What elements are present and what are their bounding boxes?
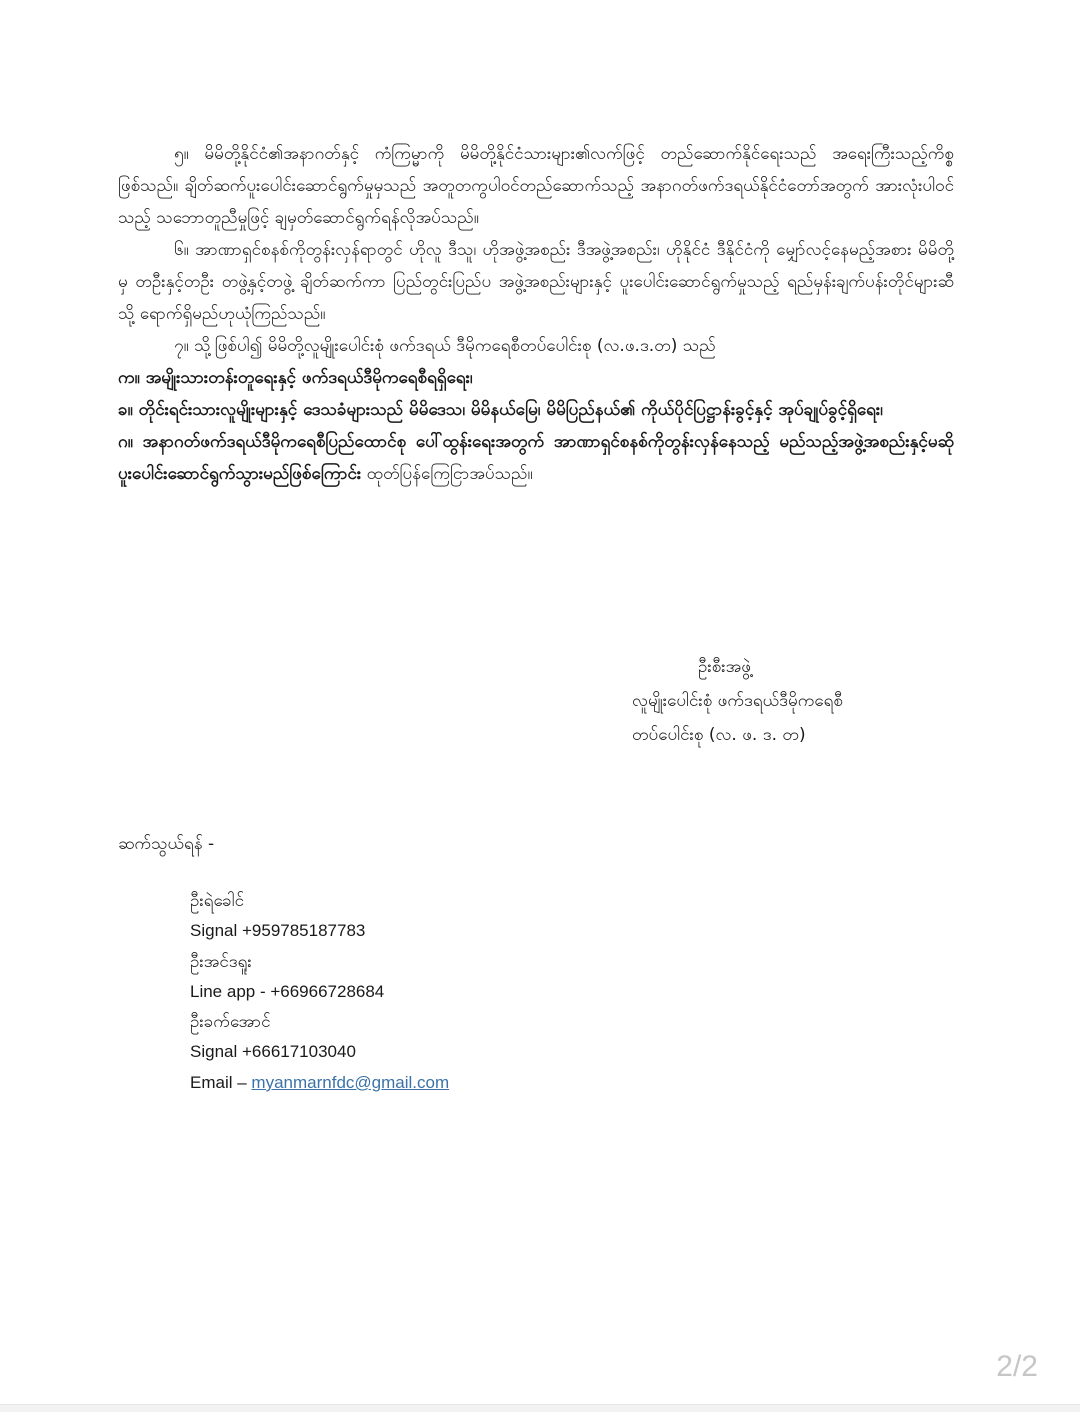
signature-organization: လူမျိုးပေါင်းစုံ ဖက်ဒရယ်ဒီမိုကရေစီ: [632, 691, 843, 711]
contact-name-3: ဦးခက်အောင်: [190, 1012, 271, 1033]
page-indicator: 2/2: [996, 1350, 1038, 1383]
contact-name-1: ဦးရဲခေါင်: [190, 891, 245, 911]
document-body: [118, 138, 954, 490]
signature-block: [632, 650, 843, 752]
paragraph-7: ၇။ သို့ဖြစ်ပါ၍ မိမိတို့လူမျိုးပေါင်းစုံ ဖက်ဒရယ် ဒီမိုကရေစီတပ်ပေါင်းစု (လ.ဖ.ဒ.တ) သည်: [174, 336, 716, 356]
signature-organization-abbr: တပ်ပေါင်းစု (လ. ဖ. ဒ. တ): [632, 725, 806, 745]
contact-name-2: ဦးအင်ဒရူး: [190, 951, 252, 972]
list-item-kha: ခ။ တိုင်းရင်းသားလူမျိုးများနှင့် ဒေသခံများသည် မိမိဒေသ၊ မိမိနယ်မြေ၊ မိမိပြည်နယ်၏ ကိုယ်ပိုင်ပြဋ္ဌာန်းခွင့်နှင့် အုပ်ချုပ်ခွင့်ရှိရေး၊: [118, 400, 883, 420]
list-item-ga-bold: ဂ။ အနာဂတ်ဖက်ဒရယ်ဒီမိုကရေစီပြည်ထောင်စု ပေါ်ထွန်းရေးအတွက် အာဏာရှင်စနစ်ကိုတွန်းလှန်နေသည့် မည်သည့်အဖွဲ့အစည်းနှင့်မဆို ပူးပေါင်းဆောင်ရွက်သွားမည်ဖြစ်ကြောင်း: [118, 432, 954, 484]
contact-phone-1: Signal +959785187783: [190, 921, 366, 941]
email-label: Email –: [190, 1072, 252, 1092]
signature-committee: ဦးစီးအဖွဲ့: [698, 657, 751, 677]
contact-email-row: [190, 1068, 449, 1098]
contact-phone-2: Line app - +66966728684: [190, 981, 385, 1001]
paragraph-6: ၆။ အာဏာရှင်စနစ်ကိုတွန်းလှန်ရာတွင် ဟိုလူ ဒီသူ၊ ဟိုအဖွဲ့အစည်း ဒီအဖွဲ့အစည်း၊ ဟိုနိုင်ငံ ဒီနိုင်ငံကို မျှော်လင့်နေမည့်အစား မိမိတို့မှ တဦးနှင့်တဦး တဖွဲ့နှင့်တဖွဲ့ ချိတ်ဆက်ကာ ပြည်တွင်းပြည်ပ အဖွဲ့အစည်းများနှင့် ပူးပေါင်းဆောင်ရွက်မှုသည့် ရည်မှန်းချက်ပန်းတိုင်များဆီသို့ ရောက်ရှိမည်ဟုယုံကြည်သည်။: [118, 240, 954, 324]
contact-phone-3: Signal +66617103040: [190, 1042, 356, 1062]
list-item-ga: [118, 426, 954, 490]
paragraph-5: ၅။ မိမိတို့နိုင်ငံ၏အနာဂတ်နှင့် ကံကြမ္မာကို မိမိတို့နိုင်ငံသားများ၏လက်ဖြင့် တည်ဆောက်နိုင်ရေးသည် အရေးကြီးသည့်ကိစ္စဖြစ်သည်။ ချိတ်ဆက်ပူးပေါင်းဆောင်ရွက်မှုမှသည် အတူတကွပါဝင်တည်ဆောက်သည့် အနာဂတ်ဖက်ဒရယ်နိုင်ငံတော်အတွက် အားလုံးပါဝင်သည့် သဘောတူညီမှုဖြင့် ချမှတ်ဆောင်ရွက်ရန်လိုအပ်သည်။: [118, 144, 954, 228]
contact-list: [190, 886, 449, 1098]
contact-heading: ဆက်သွယ်ရန် -: [118, 834, 215, 854]
list-item-ka: က။ အမျိုးသားတန်းတူရေးနှင့် ဖက်ဒရယ်ဒီမိုကရေစီရရှိရေး၊: [118, 368, 473, 388]
email-link[interactable]: myanmarnfdc@gmail.com: [251, 1072, 450, 1092]
list-item-ga-tail: ထုတ်ပြန်ကြေငြာအပ်သည်။: [361, 464, 533, 484]
